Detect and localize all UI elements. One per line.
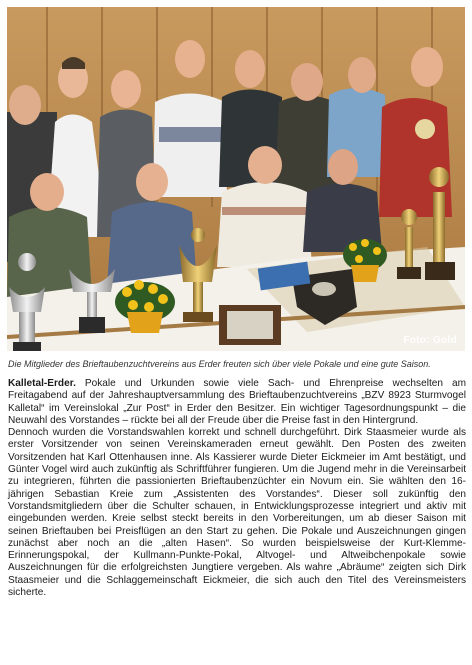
article-body xyxy=(8,378,466,599)
group-photo xyxy=(7,7,465,351)
photo-credit: Foto: Gold xyxy=(403,335,457,346)
photo-caption: Die Mitglieder des Brieftaubenzuchtvereins aus Erder freuten sich über viele Pokale und eine gute Saison. xyxy=(8,359,431,369)
article-paragraph-1 xyxy=(8,378,466,427)
group-photo-illustration xyxy=(7,7,465,351)
article-paragraph-2: Dennoch wurden die Vorstandswahlen korrekt und schnell durchgeführt. Dirk Staasmeier wurde als erster Vorsitzender von seinen Vereinskameraden erneut gewählt. Den Posten des zweiten Vorsitzenden hat Karl Ottenhausen inne. Als Kassierer wurde Dieter Eickmeier im Amt bestätigt, und Günter Vogel wird auch zukünftig als Schriftführer fungieren. Um die Jugend mehr in die Vereinsarbeit zu integrieren, führten die passionierten Brieftaubenzüchter ein Novum ein. Sie wählten den 16-jährigen Sebastian Kreie zum „Assistenten des Vorstandes“. Dieser soll zukünftig den Vorstandsmitgliedern über die Schulter schauen, in Entwicklungsprozesse integriert und aktiv mit eingebunden werden. Kreie selbst steckt bereits in den Vorbereitungen, um ab dieser Saison mit seinen Brieftauben bei Preisflügen an den Start zu gehen. Die Pokale und Auszeichnungen gingen zunächst aber noch an die „alten Hasen“. So wurden beispielsweise der Kurt-Klemme-Erinnerungspokal, der Kullmann-Punkte-Pokal, Altvogel- und Altweibchenpokale sowie Auszeichnungen für die erfolgreichsten Jungtiere vergeben. Als wahre „Abräume“ zeigten sich Dirk Staasmeier und die Schlaggemeinschaft Eickmeier, die sich auch den Titel des Vereinsmeisters sicherte. xyxy=(8,427,466,599)
article-paragraph-1-text: Pokale und Urkunden sowie viele Sach- und Ehrenpreise wechselten am Freitagabend auf der Jahreshauptversammlung des Brieftaubenzuchtvereins „BZV 8923 Sturmvogel Kalletal“ im Vereinslokal „Zur Post“ in Erder den Besitzer. Ein wichtiger Tagesordnungspunkt – die Neuwahl des Vorstandes – rückte bei all der Freude über die Preise fast in den Hintergrund. xyxy=(8,378,466,426)
article-dateline: Kalletal-Erder. xyxy=(8,378,76,389)
